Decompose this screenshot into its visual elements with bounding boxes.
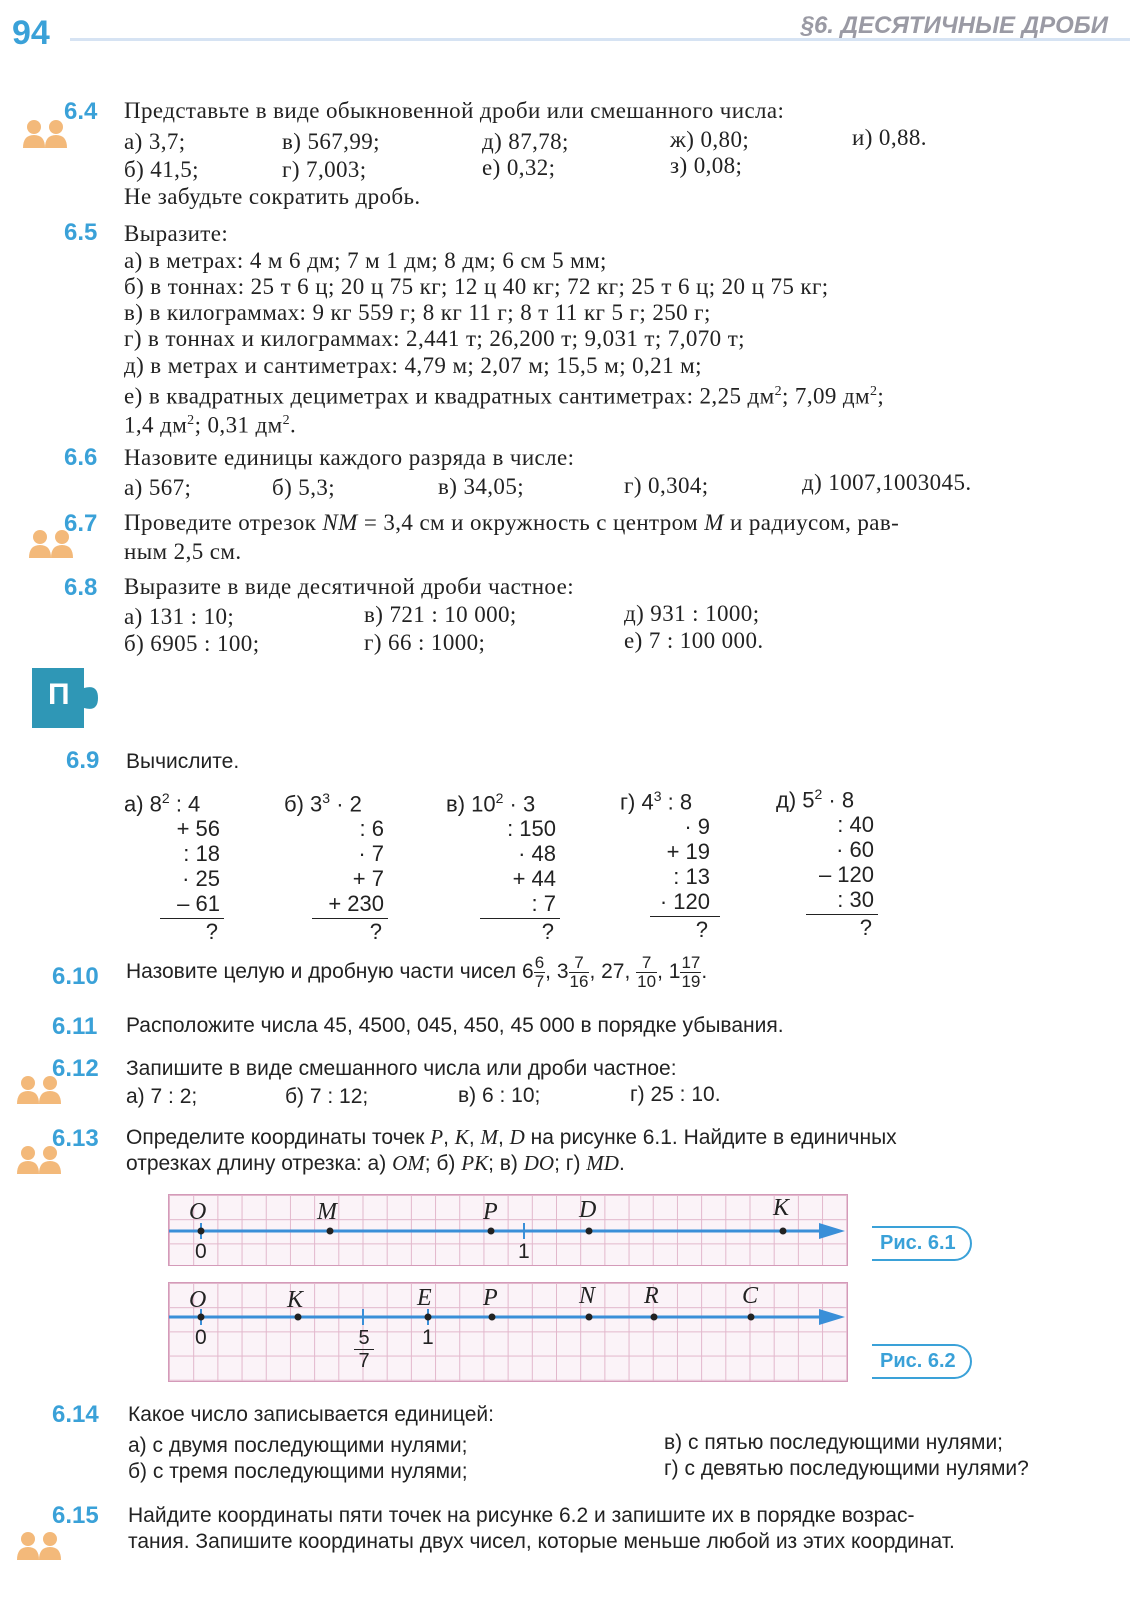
- tick-label-0: 0: [195, 1240, 207, 1263]
- chain-op: – 120: [818, 862, 874, 888]
- label-K: K: [773, 1195, 790, 1221]
- chain-result: ?: [806, 914, 878, 940]
- answer-item: а) 131 : 10;: [124, 604, 235, 629]
- answer-item: в) 567,99;: [282, 129, 380, 154]
- chain-op: · 25: [182, 866, 220, 892]
- figure-6-2-caption: Рис. 6.2: [872, 1344, 972, 1379]
- exercise-text: Проведите отрезок NM = 3,4 см и окружность с центром M и радиусом, рав-: [124, 510, 900, 535]
- arrow-head: [819, 1223, 845, 1239]
- exercise-number: 6.6: [64, 444, 98, 471]
- exercise-text: Назовите целую и дробную части чисел 6 $\frac{6}{7}$ , 3 $\frac{7}{16}$ , 27, $\frac{7}{10}$ , 1 $\frac{17}{19}$ .: [126, 952, 708, 991]
- answer-item: г) 25 : 10.: [630, 1083, 721, 1106]
- tick-label-1: 1: [422, 1326, 434, 1349]
- exercise-number: 6.5: [64, 219, 98, 246]
- answer-item: б) 41,5;: [124, 157, 199, 182]
- point-O: [198, 1228, 205, 1235]
- chain-op: · 60: [836, 837, 874, 863]
- exercise-prompt: Назовите единицы каждого разряда в числе:: [124, 445, 575, 470]
- exercise-text: ным 2,5 см.: [124, 539, 242, 564]
- answer-item: а) 7 : 2;: [126, 1085, 198, 1108]
- puzzle-icon: [32, 668, 102, 734]
- chain-start: б) $3^3 \cdot 2$: [284, 790, 362, 817]
- exercise-number: 6.12: [52, 1055, 99, 1082]
- tick-label-1: 1: [518, 1240, 530, 1263]
- label-O: O: [189, 1199, 207, 1225]
- exercise-number: 6.13: [52, 1125, 99, 1152]
- point-P: [489, 1314, 496, 1321]
- chain-start: а) $8^2$ : 4: [124, 790, 201, 817]
- answer-item: д) 931 : 1000;: [624, 601, 760, 626]
- exercise-line: б) в тоннах: 25 т 6 ц; 20 ц 75 кг; 12 ц 40 кг; 72 кг; 25 т 6 ц; 20 ц 75 кг;: [124, 274, 829, 299]
- exercise-text: Определите координаты точек P, K, M, D на рисунке 6.1. Найдите в единичных: [126, 1125, 897, 1149]
- answer-item: з) 0,08;: [670, 153, 743, 178]
- answer-item: г) с девятью последующими нулями?: [664, 1457, 1029, 1480]
- exercise-prompt: Выразите:: [124, 221, 229, 246]
- answer-item: г) 66 : 1000;: [364, 630, 486, 655]
- point-K: [295, 1314, 302, 1321]
- chain-op: : 150: [507, 816, 556, 842]
- section-header: §6. ДЕСЯТИЧНЫЕ ДРОБИ: [800, 12, 1108, 39]
- answer-item: в) 34,05;: [438, 474, 525, 499]
- chain-result: ?: [480, 918, 560, 944]
- exercise-text: отрезках длину отрезка: а) OM; б) PK; в) DO; г) MD.: [126, 1151, 625, 1175]
- chain-op: : 6: [359, 816, 384, 842]
- exercise-prompt: Какое число записывается единицей:: [128, 1403, 494, 1426]
- chain-result: ?: [312, 918, 388, 944]
- arrow-head: [819, 1309, 845, 1325]
- exercise-number: 6.10: [52, 963, 99, 990]
- point-C: [748, 1314, 755, 1321]
- exercise-prompt: Представьте в виде обыкновенной дроби или смешанного числа:: [124, 98, 785, 123]
- puzzle-letter: П: [48, 678, 70, 711]
- exercise-text: Расположите числа 45, 4500, 045, 450, 45 000 в порядке убывания.: [126, 1014, 784, 1037]
- chain-op: : 18: [183, 841, 220, 867]
- exercise-number: 6.15: [52, 1502, 99, 1529]
- answer-item: е) 0,32;: [482, 155, 556, 180]
- tick-label-0: 0: [195, 1326, 207, 1349]
- chain-op: : 7: [531, 891, 556, 917]
- chain-op: : 30: [837, 887, 874, 913]
- answer-item: ж) 0,80;: [670, 127, 750, 152]
- chain-result: ?: [160, 918, 224, 944]
- answer-item: д) 1007,1003045.: [802, 470, 972, 495]
- answer-item: и) 0,88.: [852, 125, 927, 150]
- point-O: [198, 1314, 205, 1321]
- answer-item: б) 7 : 12;: [285, 1085, 369, 1108]
- tick-label-fraction: 5 7: [354, 1327, 374, 1372]
- point-P: [488, 1228, 495, 1235]
- figure-6-2-grid: [168, 1282, 848, 1382]
- figure-6-1-caption: Рис. 6.1: [872, 1226, 972, 1261]
- chain-op: + 56: [176, 816, 220, 842]
- answer-item: а) 3,7;: [124, 129, 186, 154]
- label-D: D: [579, 1197, 597, 1223]
- answer-item: б) 6905 : 100;: [124, 631, 260, 656]
- page-number: 94: [12, 14, 50, 52]
- exercise-number: 6.9: [66, 747, 100, 774]
- answer-item: г) 7,003;: [282, 157, 367, 182]
- point-M: [327, 1228, 334, 1235]
- answer-item: е) 7 : 100 000.: [624, 628, 764, 653]
- pair-icon: [14, 1530, 66, 1562]
- chain-start: д) $5^2 \cdot 8$: [776, 786, 855, 813]
- computation-chain: [620, 784, 720, 942]
- exercise-prompt: Запишите в виде смешанного числа или дроби частное:: [126, 1057, 677, 1080]
- figure-6-1-grid: [168, 1194, 848, 1266]
- answer-item: а) 567;: [124, 475, 192, 500]
- label-O: O: [189, 1287, 207, 1313]
- exercise-line: г) в тоннах и килограммах: 2,441 т; 26,200 т; 9,031 т; 7,070 т;: [124, 326, 745, 351]
- chain-op: · 48: [518, 841, 556, 867]
- computation-chain: [446, 786, 560, 944]
- point-K: [780, 1228, 787, 1235]
- chain-op: · 120: [659, 889, 710, 915]
- chain-op: · 7: [358, 841, 384, 867]
- exercise-line: а) в метрах: 4 м 6 дм; 7 м 1 дм; 8 дм; 6 см 5 мм;: [124, 248, 607, 273]
- label-R: R: [644, 1283, 659, 1309]
- exercise-number: 6.14: [52, 1401, 99, 1428]
- exercise-number: 6.4: [64, 98, 98, 125]
- chain-result: ?: [650, 916, 720, 942]
- point-D: [586, 1228, 593, 1235]
- chain-op: : 40: [837, 812, 874, 838]
- chain-op: + 230: [328, 891, 384, 917]
- exercise-prompt: Вычислите.: [126, 750, 240, 773]
- exercise-line: е) в квадратных дециметрах и квадратных сантиметрах: 2,25 $дм^2$; 7,09 $дм^2$;: [124, 383, 885, 409]
- exercise-text: тания. Запишите координаты двух чисел, которые меньше любой из этих координат.: [128, 1530, 955, 1553]
- exercise-number: 6.8: [64, 574, 98, 601]
- chain-op: + 7: [352, 866, 384, 892]
- point-R: [651, 1314, 658, 1321]
- point-E: [425, 1314, 432, 1321]
- label-P: P: [483, 1199, 498, 1225]
- chain-op: : 13: [673, 864, 710, 890]
- exercise-prompt: Выразите в виде десятичной дроби частное:: [124, 574, 574, 599]
- answer-item: в) с пятью последующими нулями;: [664, 1431, 1004, 1454]
- chain-op: – 61: [177, 891, 220, 917]
- answer-item: б) 5,3;: [272, 475, 336, 500]
- computation-chain: [284, 786, 388, 944]
- computation-chain: [776, 782, 878, 940]
- answer-item: в) 6 : 10;: [458, 1084, 541, 1107]
- computation-chain: [124, 786, 224, 944]
- answer-item: в) 721 : 10 000;: [364, 602, 517, 627]
- label-C: C: [742, 1283, 759, 1309]
- answer-item: д) 87,78;: [482, 129, 569, 154]
- chain-op: · 9: [684, 814, 710, 840]
- label-N: N: [579, 1283, 596, 1309]
- answer-item: б) с тремя последующими нулями;: [128, 1460, 468, 1483]
- exercise-number: 6.11: [52, 1013, 98, 1040]
- exercise-text: Найдите координаты пяти точек на рисунке 6.2 и запишите их в порядке возрас-: [128, 1504, 915, 1527]
- chain-start: г) $4^3$ : 8: [620, 788, 693, 815]
- label-M: M: [317, 1199, 337, 1225]
- label-P: P: [483, 1285, 498, 1311]
- exercise-line: д) в метрах и сантиметрах: 4,79 м; 2,07 м; 15,5 м; 0,21 м;: [124, 353, 702, 378]
- chain-op: + 19: [666, 839, 710, 865]
- point-N: [586, 1314, 593, 1321]
- chain-start: в) $10^2 \cdot 3$: [446, 790, 536, 817]
- exercise-note: Не забудьте сократить дробь.: [124, 184, 421, 209]
- label-K: K: [287, 1287, 304, 1313]
- chain-op: + 44: [512, 866, 556, 892]
- answer-item: а) с двумя последующими нулями;: [128, 1434, 468, 1457]
- answer-item: г) 0,304;: [624, 473, 709, 498]
- label-E: E: [417, 1285, 432, 1311]
- exercise-number: 6.7: [64, 510, 98, 537]
- exercise-line: в) в килограммах: 9 кг 559 г; 8 кг 11 г; 8 т 11 кг 5 г; 250 г;: [124, 300, 711, 325]
- exercise-line: 1,4 $дм^2$; 0,31 $дм^2$.: [124, 412, 297, 438]
